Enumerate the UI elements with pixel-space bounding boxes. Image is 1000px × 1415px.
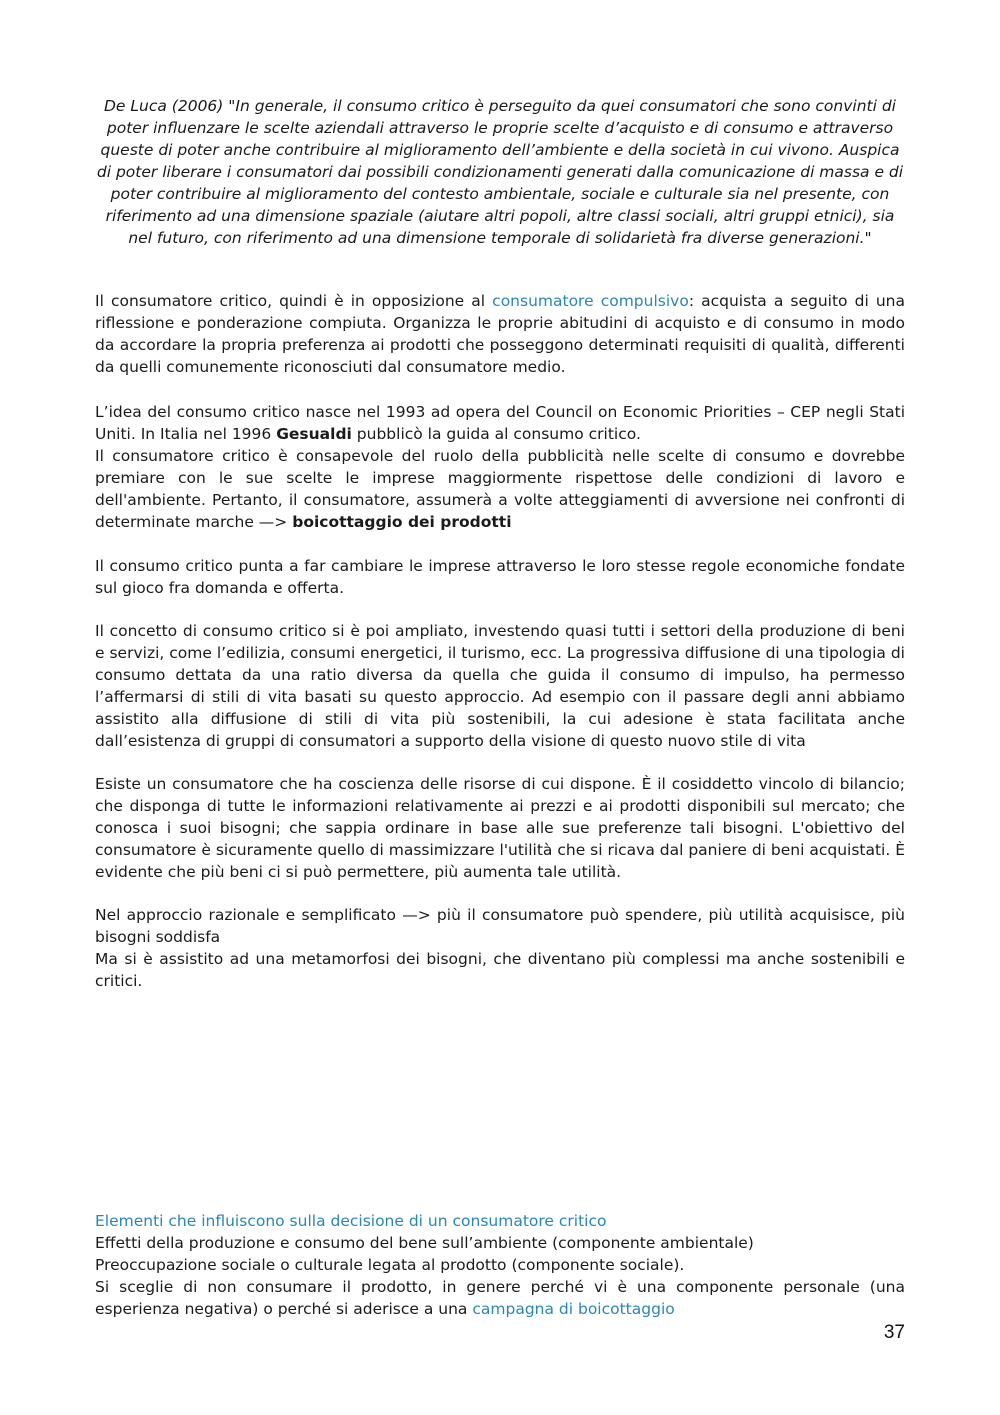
section-heading: Elementi che influiscono sulla decisione di un consumatore critico <box>95 1212 607 1230</box>
page-number: 37 <box>883 1322 905 1343</box>
section-item-social: Preoccupazione sociale o culturale legata al prodotto (componente sociale). <box>95 1256 685 1274</box>
section-item3-before: Si sceglie di non consumare il prodotto, in genere perché vi è una componente personale (una esperienza negativa) o perché si aderisce a una <box>95 1278 905 1318</box>
p5-text: Esiste un consumatore che ha coscienza delle risorse di cui dispone. È il cosiddetto vincolo di bilancio; che disponga di tutte le informazioni relativamente ai prezzi e ai prodotti disponibili sul mercato; che conosca i suoi bisogni; che sappia ordinare in base alle sue preferenze tali bisogni. L'obiettivo del consumatore è sicuramente quello di massimizzare l'utilità che si ricava dal paniere di beni acquistati. È evidente che più beni ci si può permettere, più aumenta tale utilità. <box>95 775 906 881</box>
quote-block: De Luca (2006) "In generale, il consumo critico è perseguito da quei consumatori che sono convinti di poter influenzare le scelte aziendali attraverso le proprie scelte d’acquisto e di consumo e attraverso queste di poter anche contribuire al miglioramento dell’ambiente e della società in cui vivono. Auspica di poter liberare i consumatori dai possibili condizionamenti generati dalla comunicazione di massa e di poter contribuire al miglioramento del contesto ambientale, sociale e culturale sia nel presente, con riferimento ad una dimensione spaziale (aiutare altri popoli, altre classi sociali, altri gruppi etnici), sia nel futuro, con riferimento ad una dimensione temporale di solidarietà fra diverse generazioni." <box>96 97 904 247</box>
section-elements <box>95 1210 905 1320</box>
p2-line1-before: L’idea del consumo critico nasce nel 1993 ad opera del Council on Economic Priorities – CEP negli Stati Uniti. In Italia nel 1996 <box>95 403 905 443</box>
p4-text: Il concetto di consumo critico si è poi ampliato, investendo quasi tutti i settori della produzione di beni e servizi, come l’edilizia, consumi energetici, il turismo, ecc. La progressiva diffusione di una tipologia di consumo dettata da una ratio diversa da quella che guida il consumo di impulso, ha permesso l’affermarsi di stili di vita basati su questo approccio. Ad esempio con il passare degli anni abbiamo assistito alla diffusione di stili di vita più sostenibili, la cui adesione è stata facilitata anche dall’esistenza di gruppi di consumatori a supporto della visione di questo nuovo stile di vita <box>95 622 905 750</box>
section-item-environment: Effetti della produzione e consumo del bene sull’ambiente (componente ambientale) <box>95 1234 754 1252</box>
p2-gesualdi: Gesualdi <box>276 425 352 443</box>
p6-line1: Nel approccio razionale e semplificato —> più il consumatore può spendere, più utilità acquisisce, più bisogni soddisfa <box>95 906 905 946</box>
paragraph-approach <box>95 904 905 992</box>
p1-text-after: : acquista a seguito di una riflessione e ponderazione compiuta. Organizza le proprie abitudini di acquisto e di consumo in modo da accordare la propria preferenza ai prodotti che posseggono determinati requisiti di qualità, differenti da quelli comunemente riconosciuti dal consumatore medio. <box>95 292 905 376</box>
p3-text: Il consumo critico punta a far cambiare le imprese attraverso le loro stesse regole economiche fondate sul gioco fra domanda e offerta. <box>95 557 905 597</box>
p6-line2: Ma si è assistito ad una metamorfosi dei bisogni, che diventano più complessi ma anche sostenibili e critici. <box>95 950 905 990</box>
paragraph-rational <box>95 773 905 883</box>
paragraph-compulsive <box>95 290 905 378</box>
p2-boicottaggio: boicottaggio dei prodotti <box>292 513 512 531</box>
link-campagna-boicottaggio[interactable]: campagna di boicottaggio <box>472 1300 675 1318</box>
paragraph-origin <box>95 401 905 533</box>
paragraph-rules <box>95 555 905 599</box>
p2-line2-before: Il consumatore critico è consapevole del ruolo della pubblicità nelle scelte di consumo e dovrebbe premiare con le sue scelte le imprese maggiormente rispettose delle condizioni di lavoro e dell'ambiente. Pertanto, il consumatore, assumerà a volte atteggiamenti di avversione nei confronti di determinate marche —> <box>95 447 905 531</box>
paragraph-expansion <box>95 620 905 752</box>
p2-line1-after: pubblicò la guida al consumo critico. <box>351 425 641 443</box>
p1-text-before: Il consumatore critico, quindi è in opposizione al <box>95 292 493 310</box>
link-consumatore-compulsivo[interactable]: consumatore compulsivo <box>492 292 689 310</box>
